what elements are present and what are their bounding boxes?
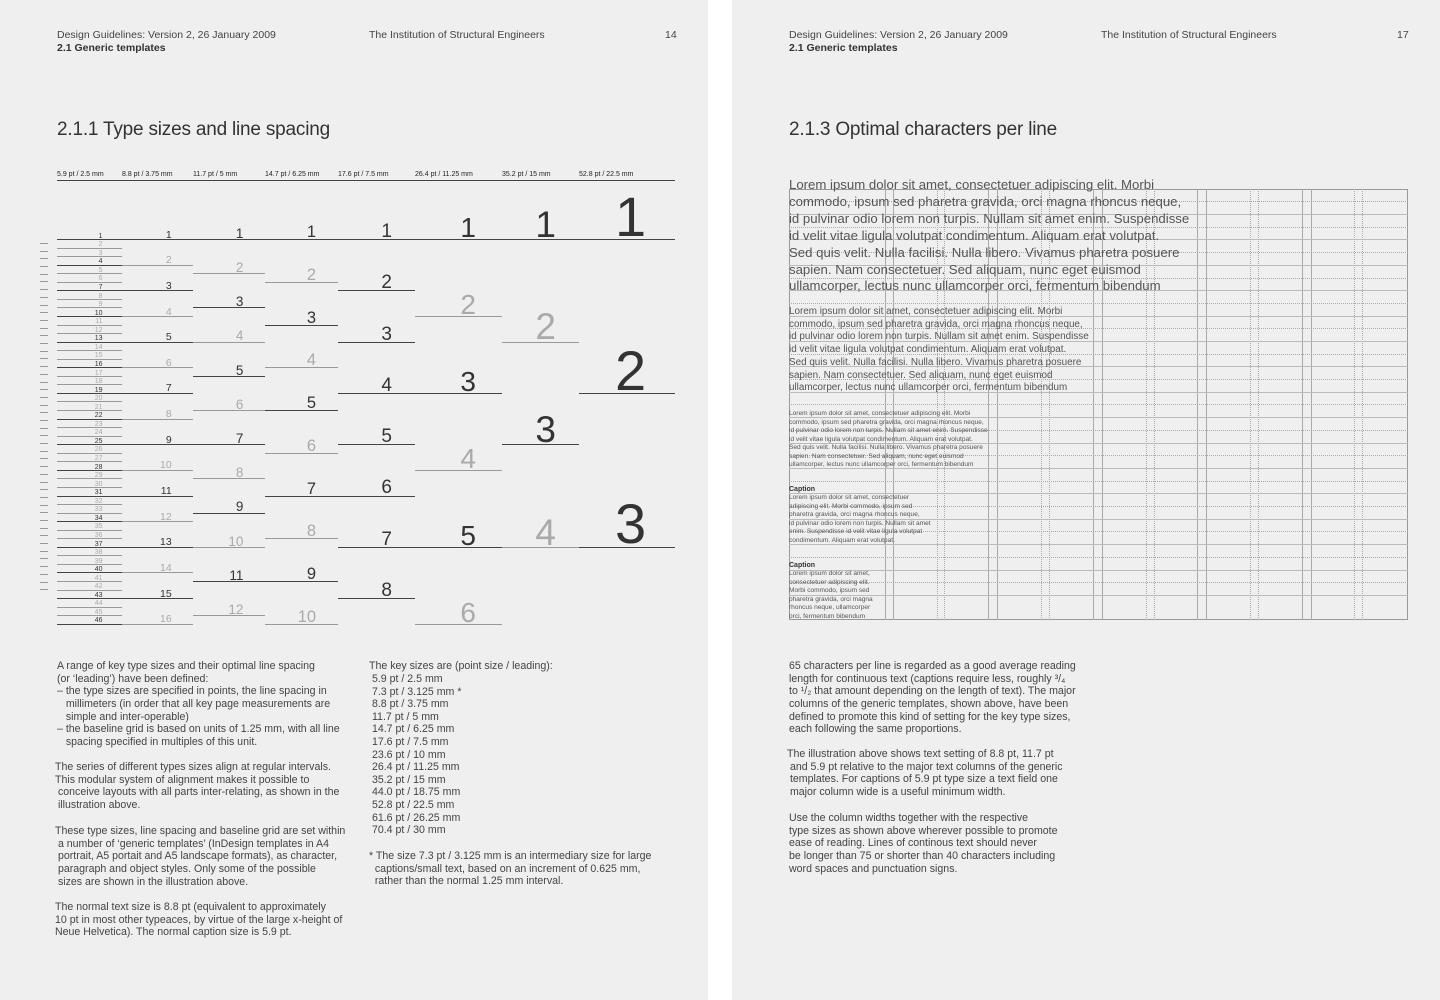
type-size-sample: 13 — [94, 335, 103, 343]
type-size-sample: 44 — [94, 600, 103, 608]
type-size-sample: 15 — [94, 352, 103, 360]
type-size-sample: 1 — [235, 225, 244, 241]
section-title: 2.1 Generic templates — [57, 42, 166, 54]
type-size-sample: 12 — [160, 510, 172, 523]
baseline-tick — [40, 520, 48, 521]
baseline-tick — [40, 258, 48, 259]
type-size-sample: 40 — [94, 566, 103, 574]
alignment-paragraph: The series of different types sizes align at regular intervals. This modular system of alignment makes it possible to conceive layouts with all parts inter-relating, as shown in the illustration above. — [55, 761, 340, 811]
page-heading: 2.1.1 Type sizes and line spacing — [57, 119, 330, 140]
baseline-tick — [40, 281, 48, 282]
type-size-sample: 8 — [165, 408, 172, 421]
type-size-sample: 42 — [94, 583, 103, 591]
footnote: * The size 7.3 pt / 3.125 mm is an intermediary size for large captions/small text, based on an increment of 0.625 mm, rather than the normal 1.25 mm interval. — [369, 850, 652, 888]
sample-text-medium: Lorem ipsum dolor sit amet, consectetuer adipiscing elit. Morbi commodo, ipsum sed pharetra gravida, orci magna rhoncus neque, id pulvinar odio lorem non turpis. Nullam sit amet enim. Suspendisse id velit vitae ligula volutpat condimentum. Aliquam erat volutpat. Sed quis velit. Nulla facilisi. Nulla libero. Vivamus pharetra posuere sapien. Nam consectetuer. Sed aliquam, nunc eget euismod ullamcorper, lectus nunc ullamcorper orci, fermentum bibendum — [789, 306, 1089, 394]
type-size-sample: 5 — [165, 331, 172, 344]
type-size-sample: 37 — [94, 540, 103, 548]
type-size-sample: 2 — [306, 265, 317, 284]
caption-label: Caption — [789, 562, 816, 569]
type-size-sample: 7 — [235, 431, 244, 447]
column-label: 8.8 pt / 3.75 mm — [122, 171, 173, 178]
type-size-sample: 2 — [381, 272, 392, 294]
key-size-item: 17.6 pt / 7.5 mm — [369, 736, 449, 748]
type-size-sample: 3 — [306, 308, 317, 327]
type-size-sample: 1 — [460, 211, 476, 243]
type-size-sample: 38 — [94, 549, 103, 557]
column-label: 11.7 pt / 5 mm — [193, 171, 238, 178]
type-size-sample: 43 — [94, 591, 103, 599]
baseline-tick — [40, 443, 48, 444]
baseline-tick — [40, 528, 48, 529]
key-size-item: 11.7 pt / 5 mm — [369, 710, 439, 723]
baseline-tick — [40, 558, 48, 559]
baseline-tick — [40, 489, 48, 490]
type-size-sample: 7 — [98, 284, 103, 291]
type-size-sample: 5 — [98, 266, 103, 274]
column-label: 52.8 pt / 22.5 mm — [579, 171, 634, 178]
type-size-sample: 9 — [235, 499, 244, 515]
type-size-sample: 18 — [94, 378, 103, 386]
type-size-sample: 33 — [94, 506, 103, 514]
baseline-tick — [40, 451, 48, 452]
row-guide — [789, 303, 1408, 304]
baseline-tick — [40, 251, 48, 252]
type-size-sample: 24 — [94, 429, 103, 437]
baseline-tick — [40, 405, 48, 406]
type-size-sample: 1 — [306, 223, 317, 242]
baseline-tick — [40, 420, 48, 421]
type-size-sample: 28 — [94, 463, 103, 471]
baseline-tick — [40, 320, 48, 321]
type-size-sample: 1 — [165, 228, 172, 241]
type-size-sample: 39 — [94, 557, 103, 565]
type-size-sample: 1 — [535, 203, 556, 245]
baseline-tick — [40, 412, 48, 413]
type-size-sample: 3 — [381, 323, 392, 345]
type-size-sample: 5 — [306, 394, 317, 413]
type-size-sample: 46 — [94, 617, 103, 625]
type-size-sample: 10 — [297, 607, 317, 626]
type-size-sample: 9 — [165, 433, 172, 446]
type-size-sample: 11 — [229, 567, 244, 583]
baseline-tick — [40, 374, 48, 375]
type-size-sample: 11 — [160, 485, 172, 498]
type-size-sample: 3 — [98, 249, 103, 257]
caption-text: Lorem ipsum dolor sit amet, consectetuer adipiscing elit. Morbi commodo, ipsum sed pharetra gravida, orci magna rhoncus neque, id pulvinar odio lorem non turpis. Nullam sit amet enim. Suspendisse id velit vitae ligula volutpat condimentum. Aliquam erat volutpat. — [789, 494, 931, 544]
type-size-sample: 45 — [94, 608, 103, 616]
header-organisation: The Institution of Structural Engineers — [1101, 29, 1277, 41]
column-label: 17.6 pt / 7.5 mm — [338, 171, 389, 178]
type-size-sample: 3 — [235, 294, 244, 310]
column-label: 26.4 pt / 11.25 mm — [415, 171, 473, 178]
baseline-tick — [40, 382, 48, 383]
key-size-item: 8.8 pt / 3.75 mm — [369, 698, 449, 711]
column-label: 35.2 pt / 15 mm — [502, 171, 551, 178]
type-size-sample: 6 — [165, 356, 172, 369]
type-size-sample: 17 — [94, 369, 103, 377]
type-size-sample: 32 — [94, 497, 103, 505]
baseline-tick — [40, 343, 48, 344]
baseline-tick — [40, 366, 48, 367]
type-size-sample: 6 — [235, 396, 244, 412]
type-size-sample: 6 — [306, 436, 317, 455]
type-size-sample: 5 — [460, 519, 476, 551]
type-size-sample: 8 — [306, 522, 317, 541]
type-size-sample: 12 — [94, 326, 103, 334]
column-widths-paragraph: Use the column widths together with the respective type sizes as shown above wherever possible to promote ease of reading. Lines of continous text should never be longer than 75 or shorter than 40 characters including word spaces and punctuation signs. — [789, 812, 1058, 875]
left-page — [0, 0, 708, 1000]
baseline-tick — [40, 589, 48, 590]
type-size-sample: 10 — [160, 459, 172, 472]
row-guide — [789, 570, 1408, 571]
baseline-tick — [40, 312, 48, 313]
baseline-tick — [40, 358, 48, 359]
type-size-sample: 25 — [94, 437, 103, 445]
row-guide — [789, 595, 1408, 596]
type-size-sample: 2 — [535, 306, 556, 348]
key-size-item: 14.7 pt / 6.25 mm — [369, 723, 455, 736]
type-size-sample: 10 — [228, 533, 244, 549]
baseline-tick — [40, 243, 48, 244]
caption-label: Caption — [789, 486, 816, 493]
type-size-sample: 4 — [381, 374, 392, 396]
key-size-item: 70.4 pt / 30 mm — [369, 824, 446, 837]
column-label: 14.7 pt / 6.25 mm — [265, 171, 320, 178]
type-size-sample: 6 — [98, 275, 103, 283]
baseline-tick — [40, 512, 48, 513]
type-size-sample: 31 — [94, 489, 103, 497]
baseline-tick — [40, 297, 48, 298]
row-guide — [789, 582, 1408, 583]
type-size-sample: 2 — [460, 288, 476, 320]
baseline-tick — [40, 482, 48, 483]
type-size-sample: 6 — [460, 596, 476, 628]
page-number: 17 — [1397, 29, 1409, 41]
baseline-tick — [40, 328, 48, 329]
baseline-tick — [40, 289, 48, 290]
type-size-sample: 5 — [381, 426, 392, 448]
key-sizes-title: The key sizes are (point size / leading): — [369, 660, 553, 672]
baseline-tick — [40, 582, 48, 583]
type-size-sample: 9 — [98, 301, 103, 309]
type-size-sample: 3 — [460, 365, 476, 397]
type-size-sample: 13 — [160, 536, 172, 549]
type-size-sample: 20 — [94, 395, 103, 403]
type-size-sample: 2 — [98, 241, 103, 249]
type-size-sample: 1 — [381, 220, 392, 242]
type-size-sample: 8 — [98, 292, 103, 300]
header-document-title: Design Guidelines: Version 2, 26 January 2009 — [789, 29, 1008, 41]
type-size-sample: 3 — [615, 492, 647, 556]
header-rule — [57, 180, 675, 181]
section-title: 2.1 Generic templates — [789, 42, 898, 54]
type-size-sample: 4 — [306, 351, 317, 370]
key-size-item: 23.6 pt / 10 mm — [369, 748, 446, 761]
baseline-tick — [40, 474, 48, 475]
type-size-sample: 29 — [94, 472, 103, 480]
baseline-tick — [40, 574, 48, 575]
type-size-sample: 2 — [165, 254, 172, 267]
page-number: 14 — [665, 29, 677, 41]
baseline-tick — [40, 551, 48, 552]
type-size-sample: 1 — [98, 232, 103, 240]
baseline-tick — [40, 428, 48, 429]
type-size-sample: 3 — [165, 279, 172, 292]
type-size-sample: 10 — [94, 309, 103, 317]
type-size-sample: 21 — [94, 403, 103, 411]
baseline-tick — [40, 351, 48, 352]
baseline-tick — [40, 389, 48, 390]
type-size-sample: 19 — [94, 386, 103, 394]
row-guide — [789, 404, 1408, 405]
baseline-tick — [40, 435, 48, 436]
baseline-tick — [40, 305, 48, 306]
row-guide — [789, 481, 1408, 482]
column-label: 5.9 pt / 2.5 mm — [57, 171, 104, 178]
type-size-sample: 23 — [94, 420, 103, 428]
baseline-tick — [40, 566, 48, 567]
type-size-sample: 9 — [306, 565, 317, 584]
row-guide — [789, 557, 1408, 558]
sample-text-large: Lorem ipsum dolor sit amet, consectetuer adipiscing elit. Morbi commodo, ipsum sed pharetra gravida, orci magna rhoncus neque, id pulvinar odio lorem non turpis. Nullam sit amet enim. Suspendisse id velit vitae ligula volutpat condimentum. Aliquam erat volutpat. Sed quis velit. Nulla facilisi. Nulla libero. Vivamus pharetra posuere sapien. Nam consectetuer. Sed aliquam, nunc eget euismod ullamcorper, lectus nunc ullamcorper orci, fermentum bibendum — [789, 177, 1190, 294]
type-size-sample: 34 — [94, 514, 103, 522]
key-size-item: 7.3 pt / 3.125 mm * — [369, 685, 462, 698]
type-size-sample: 6 — [381, 477, 392, 499]
type-size-sample: 7 — [306, 479, 317, 498]
baseline-tick — [40, 505, 48, 506]
caption-text: Lorem ipsum dolor sit amet, consectetuer adipiscing elit. Morbi commodo, ipsum sed pharetra gravida, orci magna rhoncus neque, ullamcorper orci, fermentum bibendum — [789, 570, 873, 620]
type-size-sample: 14 — [160, 562, 172, 574]
type-size-sample: 15 — [160, 587, 172, 600]
baseline-tick — [40, 274, 48, 275]
type-size-sample: 16 — [160, 613, 172, 626]
type-size-sample: 36 — [94, 531, 103, 539]
type-size-sample: 11 — [95, 318, 103, 326]
key-size-item: 26.4 pt / 11.25 mm — [369, 761, 460, 774]
baseline-tick — [40, 466, 48, 467]
type-size-sample: 4 — [235, 328, 244, 344]
type-size-sample: 35 — [94, 523, 103, 531]
type-size-sample: 4 — [165, 305, 172, 318]
type-size-sample: 22 — [94, 412, 103, 420]
header-organisation: The Institution of Structural Engineers — [369, 29, 545, 41]
type-size-sample: 27 — [94, 455, 103, 462]
baseline-tick — [40, 458, 48, 459]
type-size-sample: 41 — [94, 574, 103, 582]
baseline-tick — [40, 535, 48, 536]
baseline-tick — [40, 335, 48, 336]
type-size-sample: 1 — [615, 184, 647, 248]
type-size-sample: 16 — [94, 360, 103, 368]
type-size-sample: 30 — [94, 480, 103, 488]
key-size-item: 35.2 pt / 15 mm — [369, 773, 446, 786]
normal-size-paragraph: The normal text size is 8.8 pt (equivalent to approximately 10 pt in most other typeaces, by virtue of the large x-height of Neue Helvetica). The normal caption size is 5.9 pt. — [55, 901, 343, 939]
type-size-sample: 3 — [535, 408, 556, 450]
page-heading: 2.1.3 Optimal characters per line — [789, 119, 1057, 140]
type-size-sample: 7 — [165, 382, 172, 395]
type-size-sample: 8 — [381, 580, 392, 601]
intro-paragraph: A range of key type sizes and their optimal line spacing (or ‘leading’) have been defined: – the type sizes are specified in points, the line spacing in millimeters (in order that all key page measurements are simple and inter-operable) – the baseline grid is based on units of 1.25 mm, with all line spacing specified in multiples of this unit. — [57, 660, 340, 748]
type-size-sample: 12 — [228, 602, 244, 618]
type-size-sample: 4 — [460, 442, 476, 474]
key-size-item: 61.6 pt / 26.25 mm — [369, 811, 461, 824]
header-document-title: Design Guidelines: Version 2, 26 January 2009 — [57, 29, 276, 41]
illustration-paragraph: The illustration above shows text setting of 8.8 pt, 11.7 pt and 5.9 pt relative to the major text columns of the generic templates. For captions of 5.9 pt type size a text field one major column wide is a useful minimum width. — [787, 748, 1063, 798]
type-size-sample: 4 — [535, 511, 556, 553]
type-size-sample: 26 — [94, 446, 103, 454]
type-size-sample: 7 — [381, 528, 392, 550]
characters-paragraph: 65 characters per line is regarded as a good average reading length for continuous text (captions require less, roughly ³/₄ to ¹/₂ that amount depending on the length of text). The major columns of the generic templates, shown above, have been defined to promote this kind of setting for the key type sizes, each following the same proportions. — [789, 660, 1076, 736]
baseline-tick — [40, 266, 48, 267]
baseline-tick — [40, 497, 48, 498]
type-size-sample: 2 — [235, 260, 244, 276]
type-size-sample: 8 — [235, 465, 244, 481]
templates-paragraph: These type sizes, line spacing and baseline grid are set within a number of ‘generic templates’ (InDesign templates in A4 portrait, A5 portait and A5 landscape formats), as character, paragraph and object styles. Only some of the possible sizes are shown in the illustration above. — [55, 825, 346, 888]
type-size-sample: 2 — [615, 338, 647, 402]
type-size-sample: 4 — [98, 258, 103, 266]
key-size-item: 52.8 pt / 22.5 mm — [369, 799, 455, 811]
key-size-item: 44.0 pt / 18.75 mm — [369, 786, 461, 799]
type-size-sample: 14 — [94, 343, 103, 351]
key-size-item: 5.9 pt / 2.5 mm — [369, 673, 443, 685]
type-size-sample: 5 — [235, 362, 244, 378]
baseline-tick — [40, 397, 48, 398]
sample-text-small: Lorem ipsum dolor sit amet, consectetuer adipiscing elit. Morbi commodo, ipsum sed pharetra gravida, orci magna rhoncus neque, id pulvinar odio lorem non turpis. Nullam sit amet enim. Suspendisse id velit vitae ligula volutpat condimentum. Aliquam erat volutpat. Sed quis velit. Nulla facilisi. Nulla libero. Vivamus pharetra posuere sapien. Nam consectetuer. Sed aliquam, nunc eget euismod ullamcorper, lectus nunc ullamcorper orci, fermentum bibendum — [789, 410, 988, 468]
baseline-tick — [40, 543, 48, 544]
